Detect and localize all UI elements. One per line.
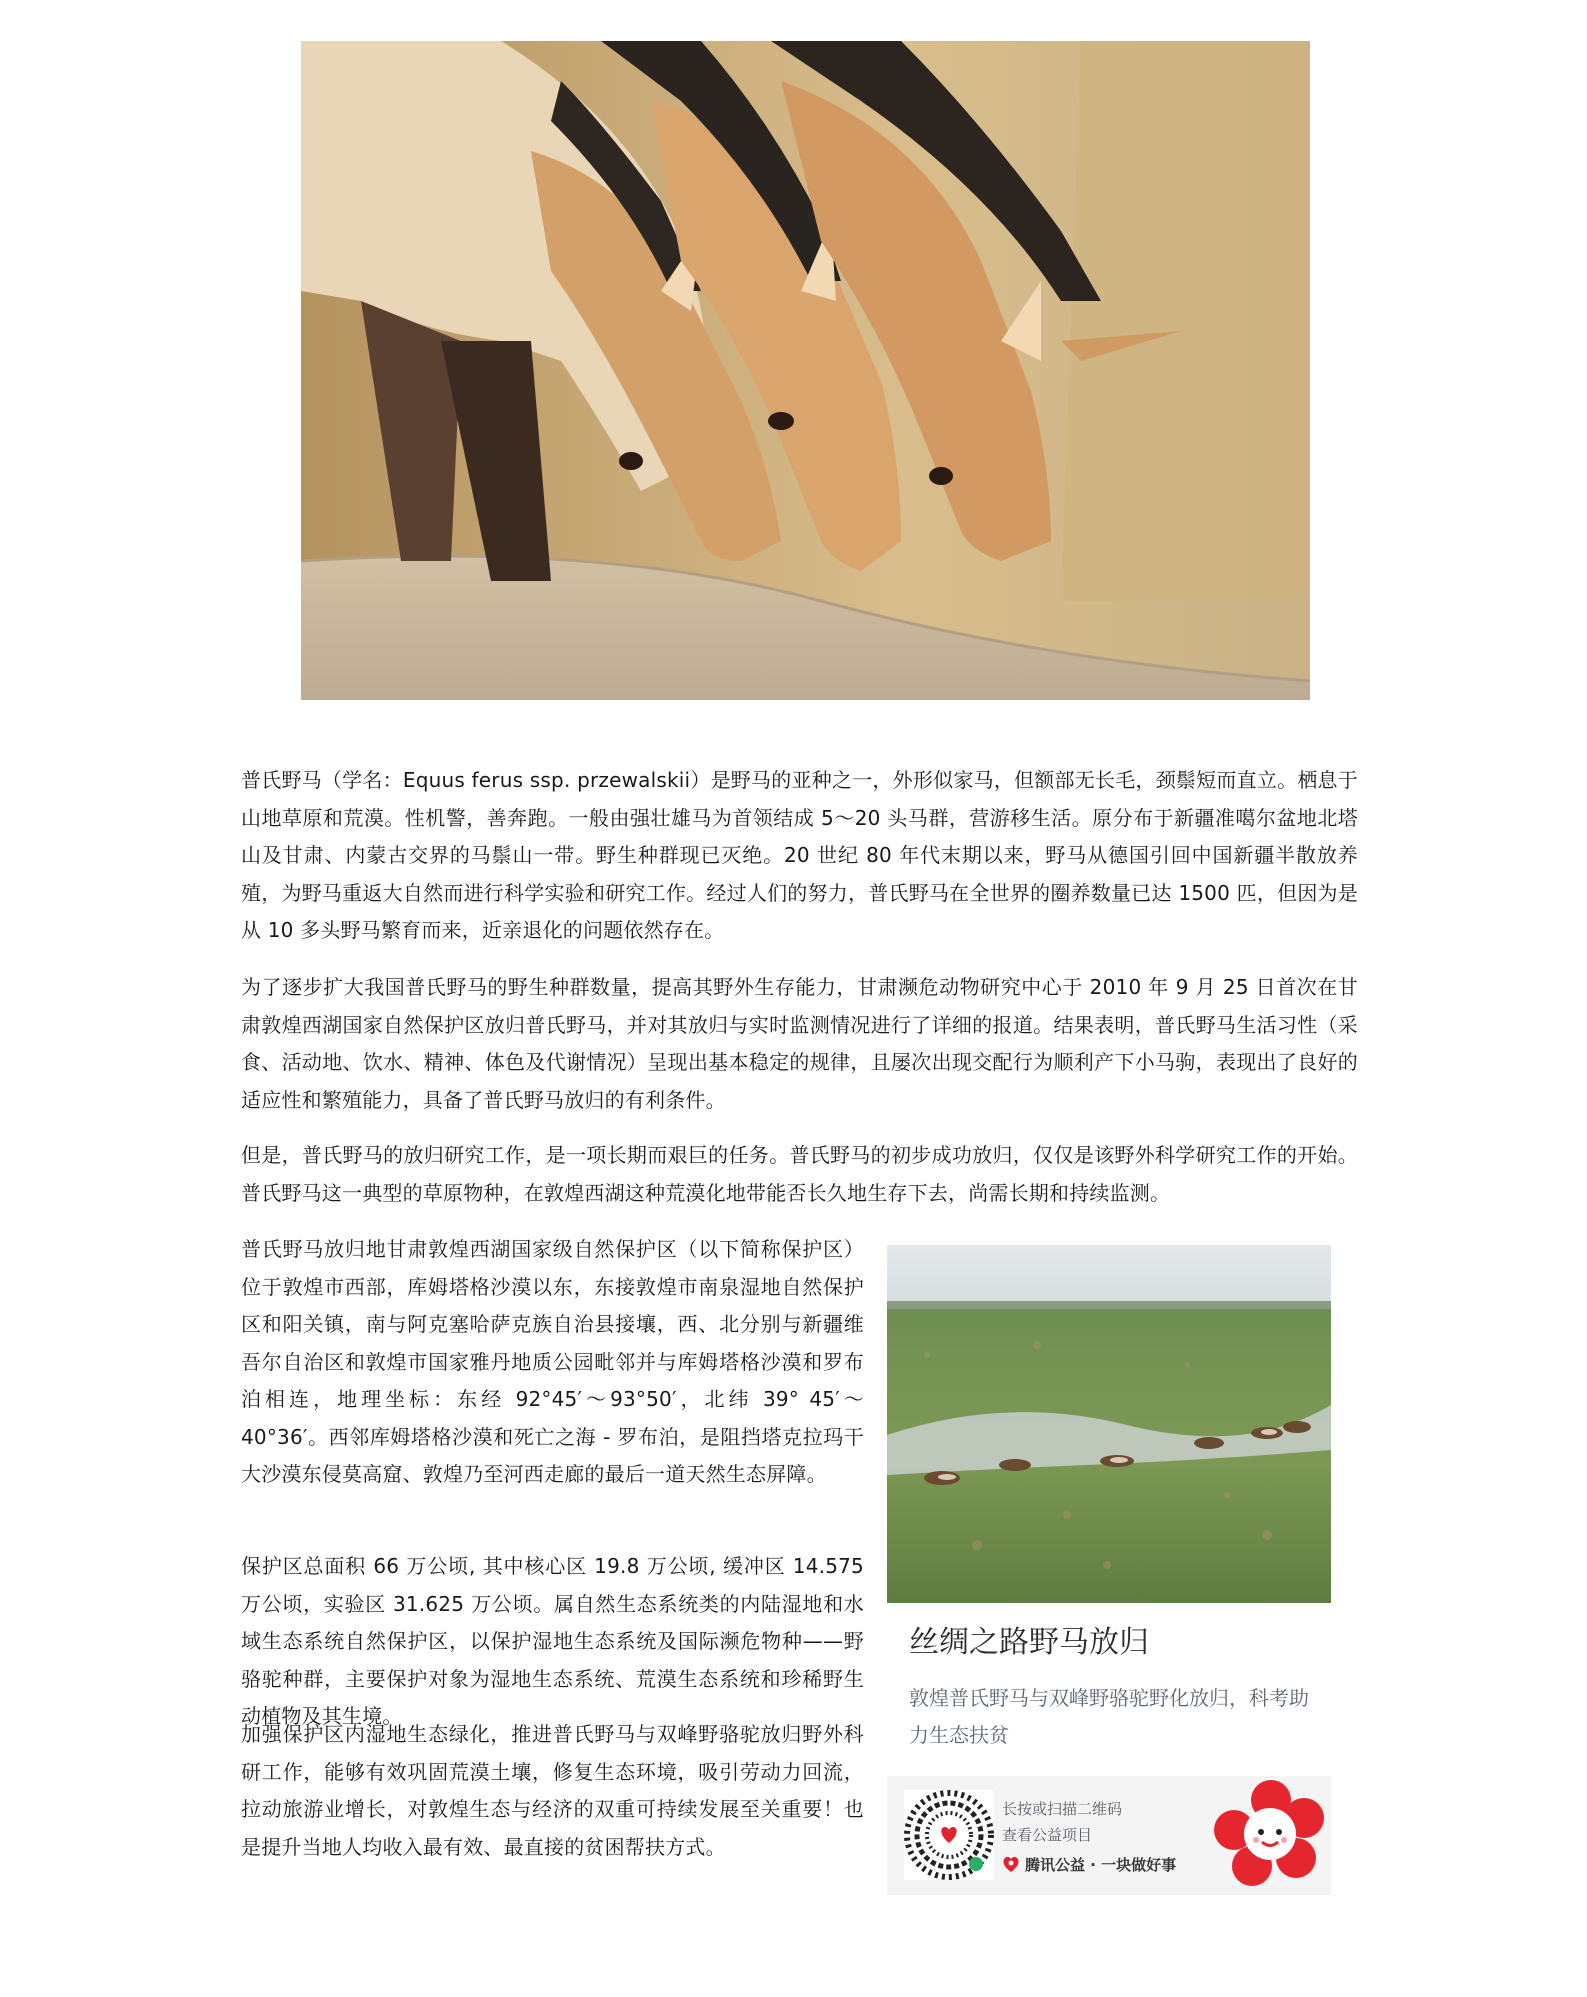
card-footer	[887, 1776, 1331, 1895]
card-title: 丝绸之路野马放归	[909, 1625, 1149, 1660]
brand-row	[1001, 1853, 1176, 1875]
paragraph-2: 为了逐步扩大我国普氏野马的野生种群数量，提高其野外生存能力，甘肃濒危动物研究中心于 2010 年 9 月 25 日首次在甘肃敦煌西湖国家自然保护区放归普氏野马，并对其放归与实时监测情况进行了详细的报道。结果表明，普氏野马生活习性（采食、活动地、饮水、精神、体色及代谢情况）呈现出基本稳定的规律，且屡次出现交配行为顺利产下小马驹，表现出了良好的适应性和繁殖能力，具备了普氏野马放归的有利条件。	[241, 975, 1358, 1112]
flower-mascot-icon	[1212, 1778, 1330, 1893]
charity-project-card[interactable]	[887, 1245, 1331, 1895]
paragraph-3: 但是，普氏野马的放归研究工作，是一项长期而艰巨的任务。普氏野马的初步成功放归，仅仅是该野外科学研究工作的开始。普氏野马这一典型的草原物种，在敦煌西湖这种荒漠化地带能否长久地生存下去，尚需长期和持续监测。	[241, 1143, 1358, 1205]
paragraph-1: 普氏野马（学名：Equus ferus ssp. przewalskii）是野马的亚种之一，外形似家马，但额部无长毛，颈鬃短而直立。栖息于山地草原和荒漠。性机警，善奔跑。一般由强壮雄马为首领结成 5～20 头马群，营游移生活。原分布于新疆准噶尔盆地北塔山及甘肃、内蒙古交界的马鬃山一带。野生种群现已灭绝。20 世纪 80 年代末期以来，野马从德国引回中国新疆半散放养殖，为野马重返大自然而进行科学实验和研究工作。经过人们的努力，普氏野马在全世界的圈养数量已达 1500 匹，但因为是从 10 多头野马繁育而来，近亲退化的问题依然存在。	[241, 768, 1358, 942]
qr-code-icon[interactable]	[904, 1790, 994, 1880]
paragraph-4: 普氏野马放归地甘肃敦煌西湖国家级自然保护区（以下简称保护区）位于敦煌市西部，库姆塔格沙漠以东，东接敦煌市南泉湿地自然保护区和阳关镇，南与阿克塞哈萨克族自治县接壤，西、北分别与新疆维吾尔自治区和敦煌市国家雅丹地质公园毗邻并与库姆塔格沙漠和罗布泊相连，地理坐标：东经 92°45′～93°50′，北纬 39° 45′～40°36′。西邻库姆塔格沙漠和死亡之海 - 罗布泊，是阻挡塔克拉玛干大沙漠东侵莫高窟、敦煌乃至河西走廊的最后一道天然生态屏障。	[241, 1237, 864, 1486]
paragraph-6: 加强保护区内湿地生态绿化，推进普氏野马与双峰野骆驼放归野外科研工作，能够有效巩固荒漠土壤，修复生态环境，吸引劳动力回流，拉动旅游业增长，对敦煌生态与经济的双重可持续发展至关重要！也是提升当地人均收入最有效、最直接的贫困帮扶方式。	[241, 1722, 864, 1859]
qr-hint-line1: 长按或扫描二维码	[1002, 1800, 1123, 1818]
card-subtitle: 敦煌普氏野马与双峰野骆驼野化放归，科考助力生态扶贫	[909, 1686, 1309, 1747]
qr-hint-line2: 查看公益项目	[1002, 1826, 1093, 1844]
brand-label: 腾讯公益 · 一块做好事	[1025, 1855, 1177, 1874]
paragraph-5: 保护区总面积 66 万公顷, 其中核心区 19.8 万公顷, 缓冲区 14.575 万公顷，实验区 31.625 万公顷。属自然生态系统类的内陆湿地和水域生态系统自然保护区，以保护湿地生态系统及国际濒危物种——野骆驼种群，主要保护对象为湿地生态系统、荒漠生态系统和珍稀野生动植物及其生境。	[241, 1554, 864, 1728]
tencent-charity-heart-icon	[1001, 1854, 1021, 1874]
hero-horses-photo	[301, 41, 1310, 700]
card-horses-running-photo	[887, 1245, 1331, 1603]
